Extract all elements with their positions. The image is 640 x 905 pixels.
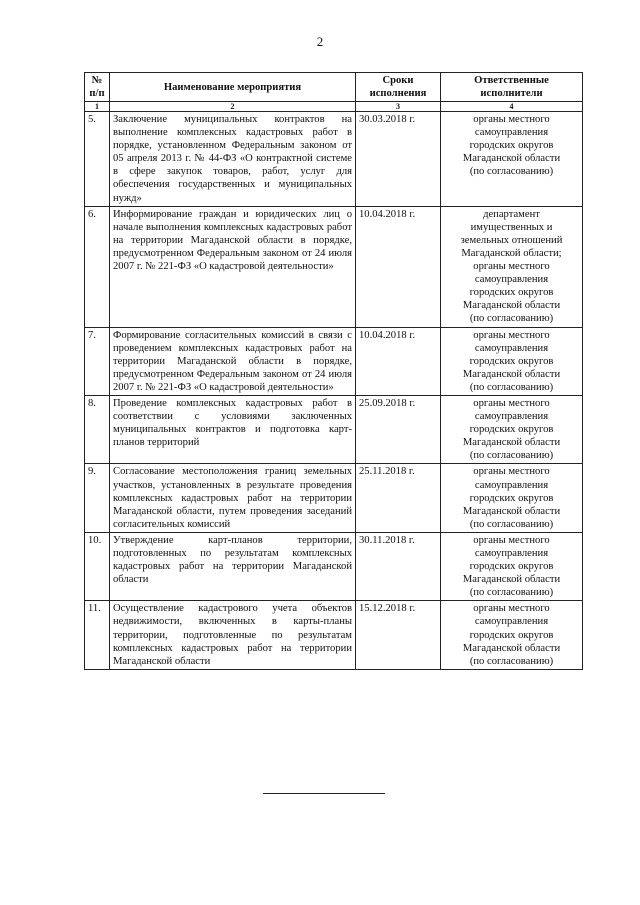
table-header-row [85,73,583,102]
responsible-line: Магаданской области [462,574,561,586]
event-deadline: 15.12.2018 г. [356,601,441,669]
header-responsible: Ответственные исполнители [441,73,583,102]
responsible-line: самоуправления [474,616,549,628]
responsible-line: Магаданской области [462,300,561,312]
page-number: 2 [316,34,324,49]
table-row [85,112,583,207]
responsible-line: органы местного [473,114,550,125]
responsible-line: (по согласованию) [469,166,554,178]
responsible-line: городских округов [469,355,554,367]
row-number: 6. [85,206,110,327]
column-number: 2 [110,102,356,112]
table-row [85,395,583,463]
responsible-line: департамент [483,208,540,220]
event-deadline: 10.04.2018 г. [356,327,441,395]
responsible-line: органы местного [473,466,550,478]
event-name: Проведение комплексных кадастровых работ в соответствии с условиями заключенных муниципальных контрактов и подготовка карт-планов территорий [110,395,356,463]
closing-separator-line [263,793,385,794]
responsible-line: самоуправления [474,479,549,491]
table-row [85,327,583,395]
responsible-line: самоуправления [474,548,549,559]
responsible-line: имущественных и [470,221,553,233]
responsible-line: (по согласованию) [469,313,554,325]
responsible-line: Магаданской области [462,505,561,517]
table-row [85,464,583,532]
table-row [85,206,583,327]
event-responsible [441,532,583,600]
responsible-line: Магаданской области [462,642,561,654]
event-name: Заключение муниципальных контрактов на выполнение комплексных кадастровых работ в порядке, установленном Федеральным законом от 05 апреля 2013 г. № 44-ФЗ «О контрактной системе в сфере закупок товаров, работ, услуг для обеспечения государственных и муниципальных нужд» [110,112,356,207]
event-responsible [441,112,583,207]
event-responsible [441,601,583,669]
row-number: 5. [85,112,110,207]
responsible-line: (по согласованию) [469,450,554,462]
responsible-line: (по согласованию) [469,655,554,667]
responsible-line: городских округов [469,140,554,152]
event-name: Осуществление кадастрового учета объектов недвижимости, включенных в карты-планы территории, подготовленные по результатам комплексных кадастровых работ на территории Магаданской области [110,601,356,669]
row-number: 7. [85,327,110,395]
responsible-line: Магаданской области [462,368,561,380]
responsible-line: городских округов [469,492,554,504]
responsible-line: Магаданской области; [461,247,562,259]
event-name: Утверждение карт-планов территории, подготовленных по результатам комплексных кадастровых работ на территории Магаданской области [110,532,356,600]
row-number: 9. [85,464,110,532]
event-responsible [441,464,583,532]
row-number: 10. [85,532,110,600]
responsible-line: (по согласованию) [469,587,554,599]
event-name: Формирование согласительных комиссий в связи с проведением комплексных кадастровых работ на территории Магаданской области в порядке, предусмотренном Федеральным законом от 24 июля 2007 г. № 221-ФЗ «О кадастровой деятельности» [110,327,356,395]
responsible-line: самоуправления [474,342,549,354]
events-table [84,72,583,670]
responsible-line: самоуправления [474,411,549,423]
responsible-line: самоуправления [474,127,549,139]
event-name: Информирование граждан и юридических лиц о начале выполнения комплексных кадастровых работ на территории Магаданской области в порядке, предусмотренном Федеральным законом от 24 июля 2007 г. № 221-ФЗ «О кадастровой деятельности» [110,206,356,327]
responsible-line: Магаданской области [462,153,561,165]
row-number: 11. [85,601,110,669]
responsible-line: органы местного [473,329,550,341]
responsible-line: городских округов [469,424,554,436]
responsible-line: самоуправления [474,274,549,286]
event-deadline: 25.09.2018 г. [356,395,441,463]
responsible-line: городских округов [469,561,554,573]
event-responsible [441,395,583,463]
table-row [85,601,583,669]
event-deadline: 10.04.2018 г. [356,206,441,327]
column-number: 3 [356,102,441,112]
event-deadline: 30.11.2018 г. [356,532,441,600]
responsible-line: органы местного [473,603,550,615]
responsible-line: городских округов [469,287,554,299]
responsible-line: органы местного [473,261,550,273]
table-row [85,532,583,600]
event-responsible [441,327,583,395]
responsible-line: органы местного [473,397,550,409]
column-number: 4 [441,102,583,112]
responsible-line: органы местного [473,534,550,546]
event-deadline: 30.03.2018 г. [356,112,441,207]
header-num: № п/п [85,73,110,102]
column-number: 1 [85,102,110,112]
responsible-line: (по согласованию) [469,518,554,530]
row-number: 8. [85,395,110,463]
responsible-line: городских округов [469,629,554,641]
event-deadline: 25.11.2018 г. [356,464,441,532]
responsible-line: (по согласованию) [469,381,554,393]
responsible-line: земельных отношений [460,234,563,246]
event-name: Согласование местоположения границ земельных участков, установленных в результате проведения комплексных кадастровых работ на территории Магаданской области, путем проведения заседаний согласительных комиссий [110,464,356,532]
header-name: Наименование мероприятия [110,73,356,102]
column-numbers-row [85,102,583,112]
event-responsible [441,206,583,327]
header-date: Сроки исполнения [356,73,441,102]
table-body [85,112,583,670]
responsible-line: Магаданской области [462,437,561,449]
